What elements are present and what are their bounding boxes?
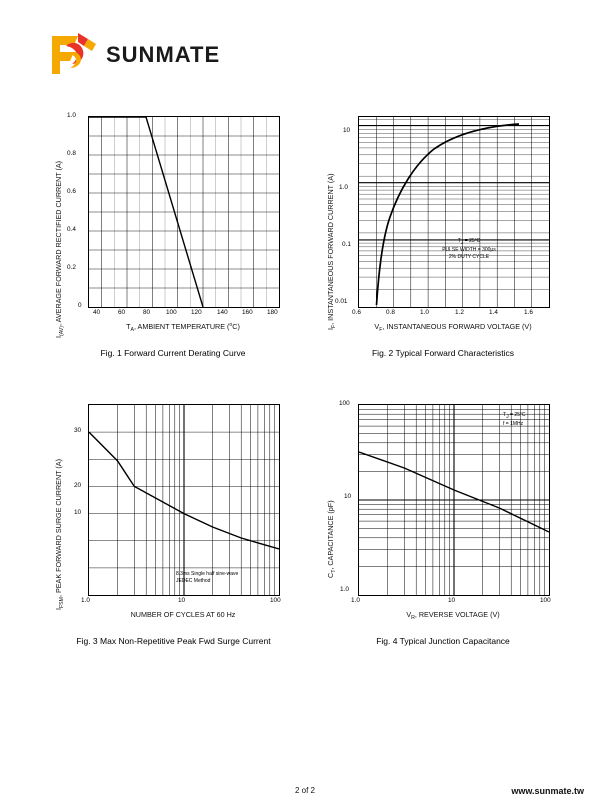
fig1-x-axis-label: $T_A$, AMBIENT TEMPERATURE ($^o$C)	[126, 322, 240, 333]
fig3-ytick-1: 20	[74, 482, 82, 489]
fig4-ytick-2: 100	[339, 400, 350, 407]
fig1-xtick-3: 100	[166, 309, 177, 316]
fig3-caption: Fig. 3 Max Non-Repetitive Peak Fwd Surge Current	[76, 636, 271, 646]
fig4-xtick-1: 10	[448, 597, 456, 604]
fig2-xtick-1: 0.8	[386, 309, 395, 316]
fig2-plot-area	[358, 116, 550, 308]
fig4-ytick-1: 10	[344, 493, 352, 500]
fig1-ytick-1: 0.2	[67, 264, 76, 271]
fig3-annotation: 8.3ms Single half sine-wave JEDEC Method	[176, 571, 239, 584]
fig3-x-axis-label: NUMBER OF CYCLES AT 60 Hz	[130, 610, 236, 619]
fig4-y-axis-label: $C_T$, CAPACITANCE (pF)	[326, 500, 337, 578]
fig1-xtick-6: 160	[242, 309, 253, 316]
fig2-xtick-0: 0.6	[352, 309, 361, 316]
fig4-annotation: TJ = 25°C f = 1MHz	[503, 412, 526, 428]
fig1-ytick-3: 0.6	[67, 188, 76, 195]
fig3-plot-area	[88, 404, 280, 596]
fig2-xtick-5: 1.6	[524, 309, 533, 316]
sunmate-flame-logo-icon	[48, 30, 100, 80]
fig3-xtick-2: 100	[270, 597, 281, 604]
fig2-ytick-1: 0.1	[342, 241, 351, 248]
fig3-xtick-0: 1.0	[81, 597, 90, 604]
fig1-xtick-0: 40	[93, 309, 101, 316]
fig1-caption: Fig. 1 Forward Current Derating Curve	[100, 348, 246, 358]
figure-1	[48, 100, 298, 370]
fig4-ytick-0: 1.0	[340, 586, 349, 593]
fig2-x-axis-label: $V_F$, INSTANTANEOUS FORWARD VOLTAGE (V)	[374, 322, 532, 333]
fig4-x-axis-label: $V_R$, REVERSE VOLTAGE (V)	[406, 610, 500, 621]
fig2-caption: Fig. 2 Typical Forward Characteristics	[371, 348, 515, 358]
figure-4	[318, 388, 568, 658]
fig1-xtick-1: 60	[118, 309, 126, 316]
fig1-plot-area	[88, 116, 280, 308]
fig2-ytick-2: 1.0	[339, 184, 348, 191]
fig3-ytick-0: 10	[74, 509, 82, 516]
fig2-ytick-3: 10	[343, 127, 351, 134]
fig1-xtick-5: 140	[217, 309, 228, 316]
fig1-y-axis-label: $I_{(AV)}$, AVERAGE FORWARD RECTIFIED CURRENT (A)	[54, 160, 65, 338]
fig1-ytick-4: 0.8	[67, 150, 76, 157]
figure-3	[48, 388, 298, 658]
fig1-ytick-2: 0.4	[67, 226, 76, 233]
website-url[interactable]: www.sunmate.tw	[511, 786, 584, 796]
fig3-y-axis-label: $I_{FSM}$, PEAK FORWARD SURGE CURRENT (A)	[54, 459, 65, 610]
fig2-annotation: TJ = 25°C PULSE WIDTH = 300µs 2% DUTY CYCLE	[442, 238, 496, 260]
fig2-xtick-2: 1.0	[420, 309, 429, 316]
fig4-caption: Fig. 4 Typical Junction Capacitance	[376, 636, 510, 646]
fig2-y-axis-label: $I_F$, INSTANTANEOUS FORWARD CURRENT (A)	[326, 173, 337, 330]
fig2-xtick-3: 1.2	[455, 309, 464, 316]
fig3-xtick-1: 10	[178, 597, 186, 604]
fig3-ytick-2: 30	[74, 427, 82, 434]
fig1-ytick-0: 0	[78, 302, 82, 309]
fig4-xtick-0: 1.0	[351, 597, 360, 604]
page-number: 2 of 2	[294, 786, 315, 795]
fig1-xtick-4: 120	[191, 309, 202, 316]
fig4-plot-area	[358, 404, 550, 596]
brand-name: SUNMATE	[106, 42, 221, 67]
figure-2	[318, 100, 568, 370]
fig2-ytick-0: 0.01	[335, 298, 348, 305]
fig2-xtick-4: 1.4	[489, 309, 498, 316]
fig1-xtick-7: 180	[267, 309, 278, 316]
fig1-ytick-5: 1.0	[67, 112, 76, 119]
fig1-xtick-2: 80	[143, 309, 151, 316]
fig4-xtick-2: 100	[540, 597, 551, 604]
page-header	[48, 28, 568, 84]
